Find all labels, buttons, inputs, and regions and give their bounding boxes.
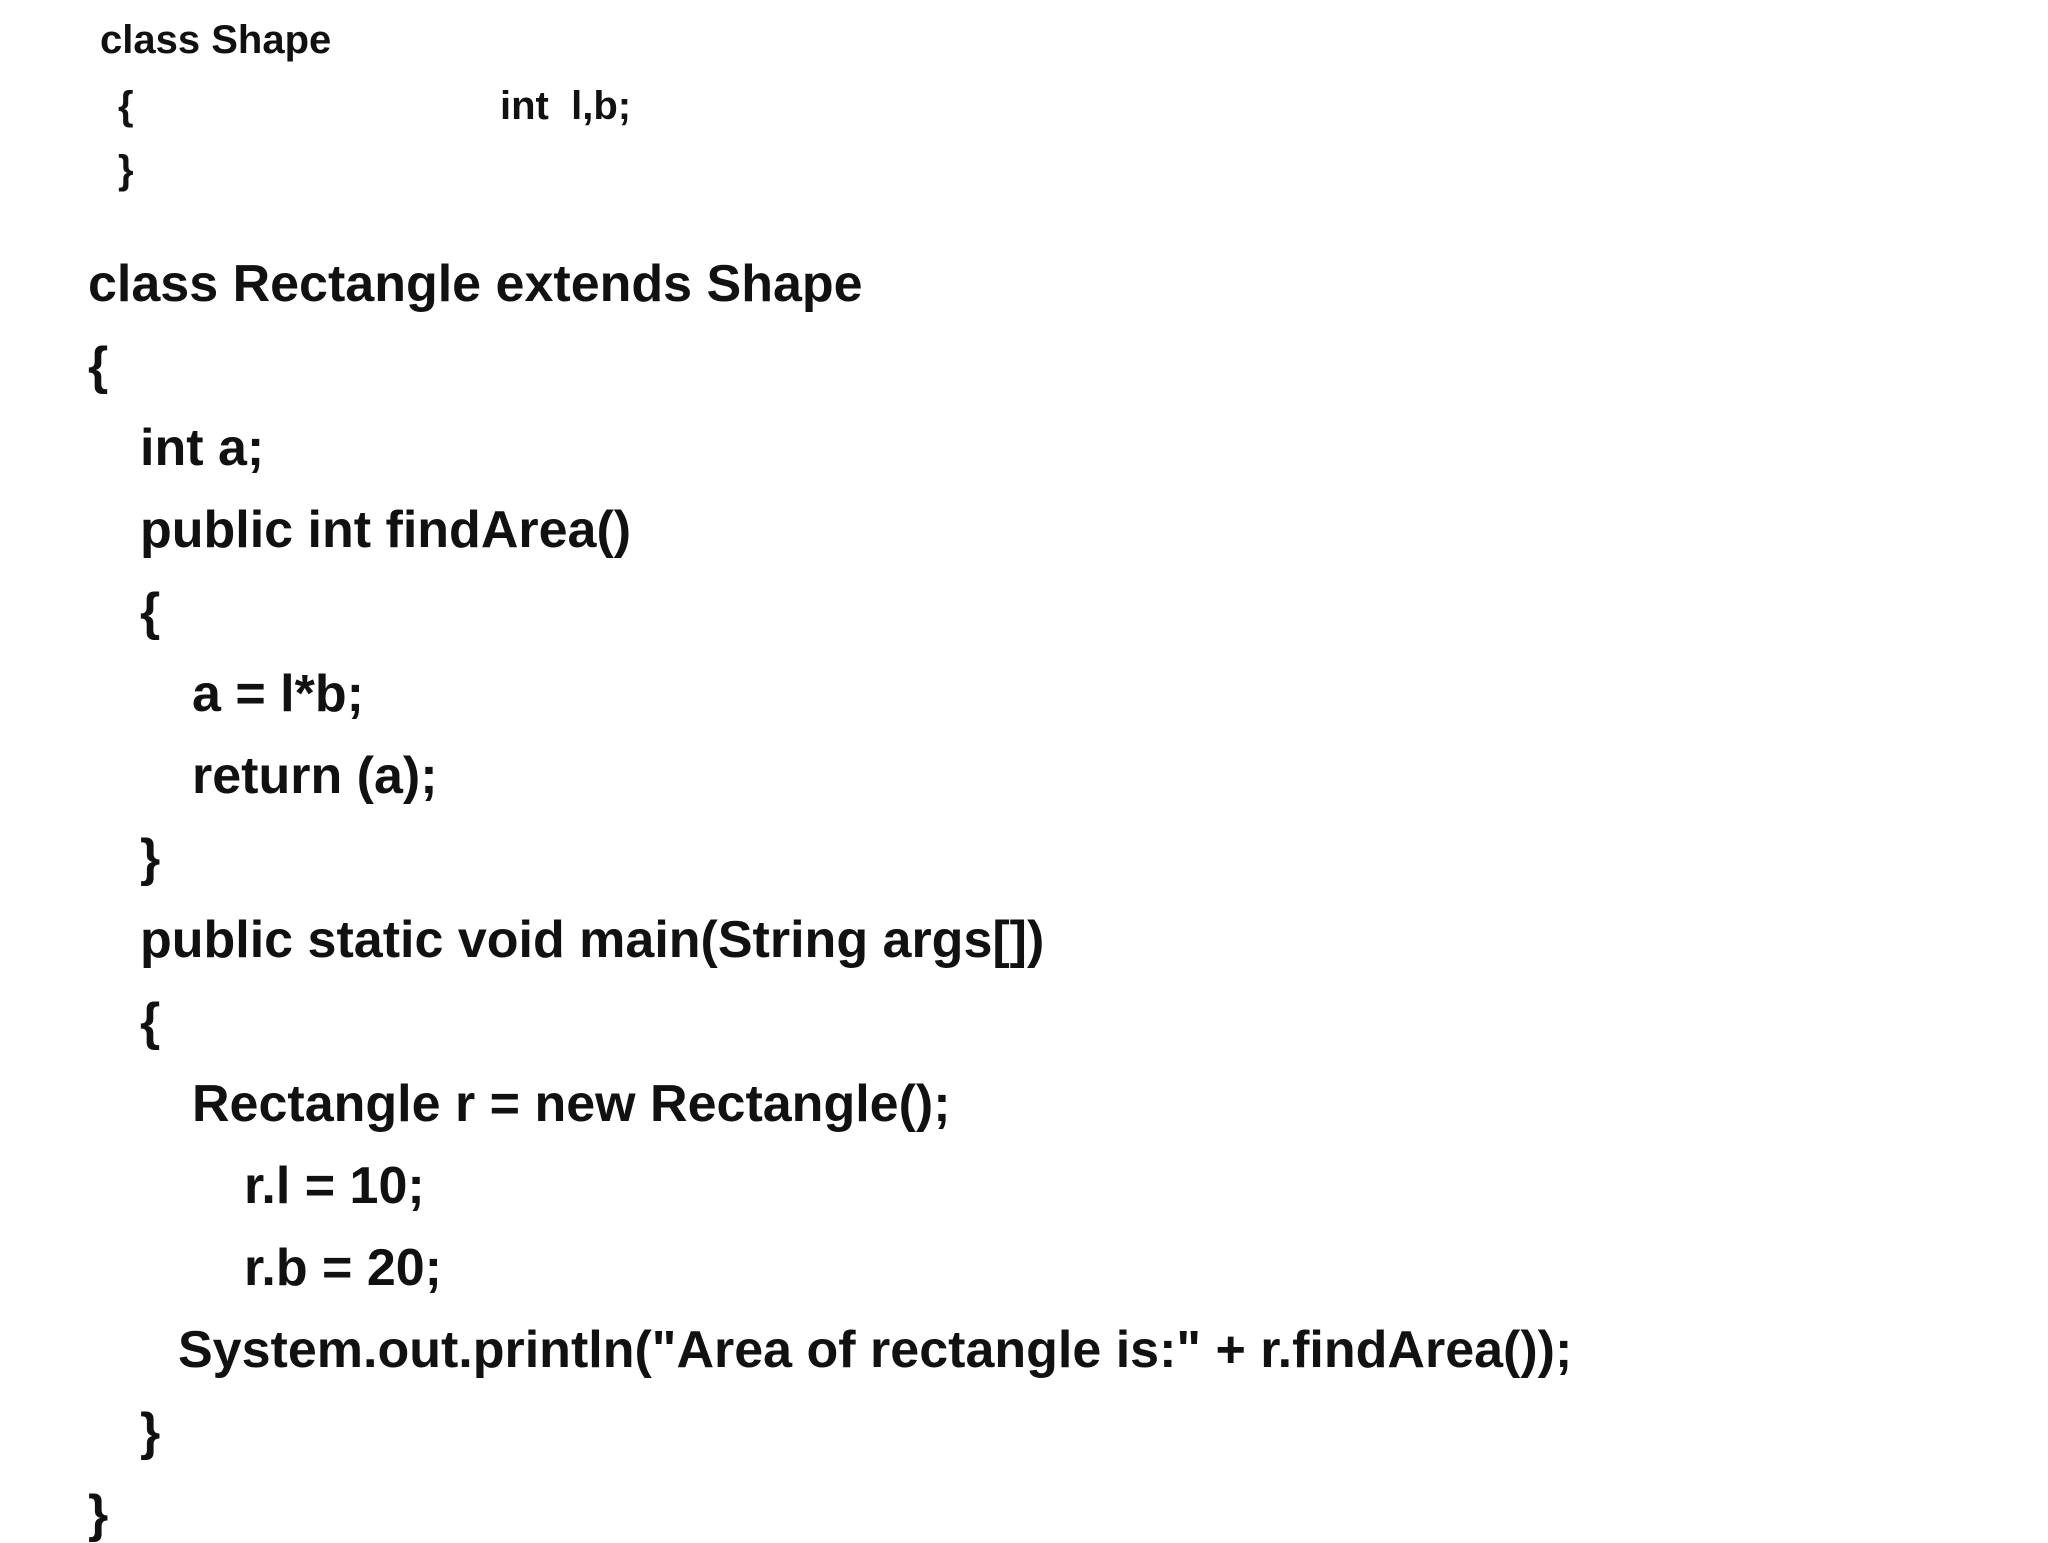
rectangle-close-brace: } <box>88 1485 109 1543</box>
find-area-close-brace: } <box>140 829 161 887</box>
main-close-brace: } <box>140 1403 161 1461</box>
rectangle-open-brace: { <box>88 337 109 395</box>
shape-class-declaration: class Shape <box>100 18 332 62</box>
new-rectangle-statement: Rectangle r = new Rectangle(); <box>192 1075 951 1133</box>
find-area-open-brace: { <box>140 583 161 641</box>
shape-open-brace: { <box>118 84 134 128</box>
assign-statement: a = l*b; <box>192 665 364 723</box>
print-statement: System.out.println("Area of rectangle is:" + r.findArea()); <box>178 1321 1573 1379</box>
main-open-brace: { <box>140 993 161 1051</box>
rectangle-class-declaration: class Rectangle extends Shape <box>88 255 863 313</box>
set-length-statement: r.l = 10; <box>244 1157 425 1215</box>
return-statement: return (a); <box>192 747 438 805</box>
shape-field-declaration: int l,b; <box>500 84 632 128</box>
set-breadth-statement: r.b = 20; <box>244 1239 442 1297</box>
main-method-declaration: public static void main(String args[]) <box>140 911 1045 969</box>
rectangle-field-declaration: int a; <box>140 419 265 477</box>
find-area-method-declaration: public int findArea() <box>140 501 632 559</box>
shape-close-brace: } <box>118 148 134 192</box>
